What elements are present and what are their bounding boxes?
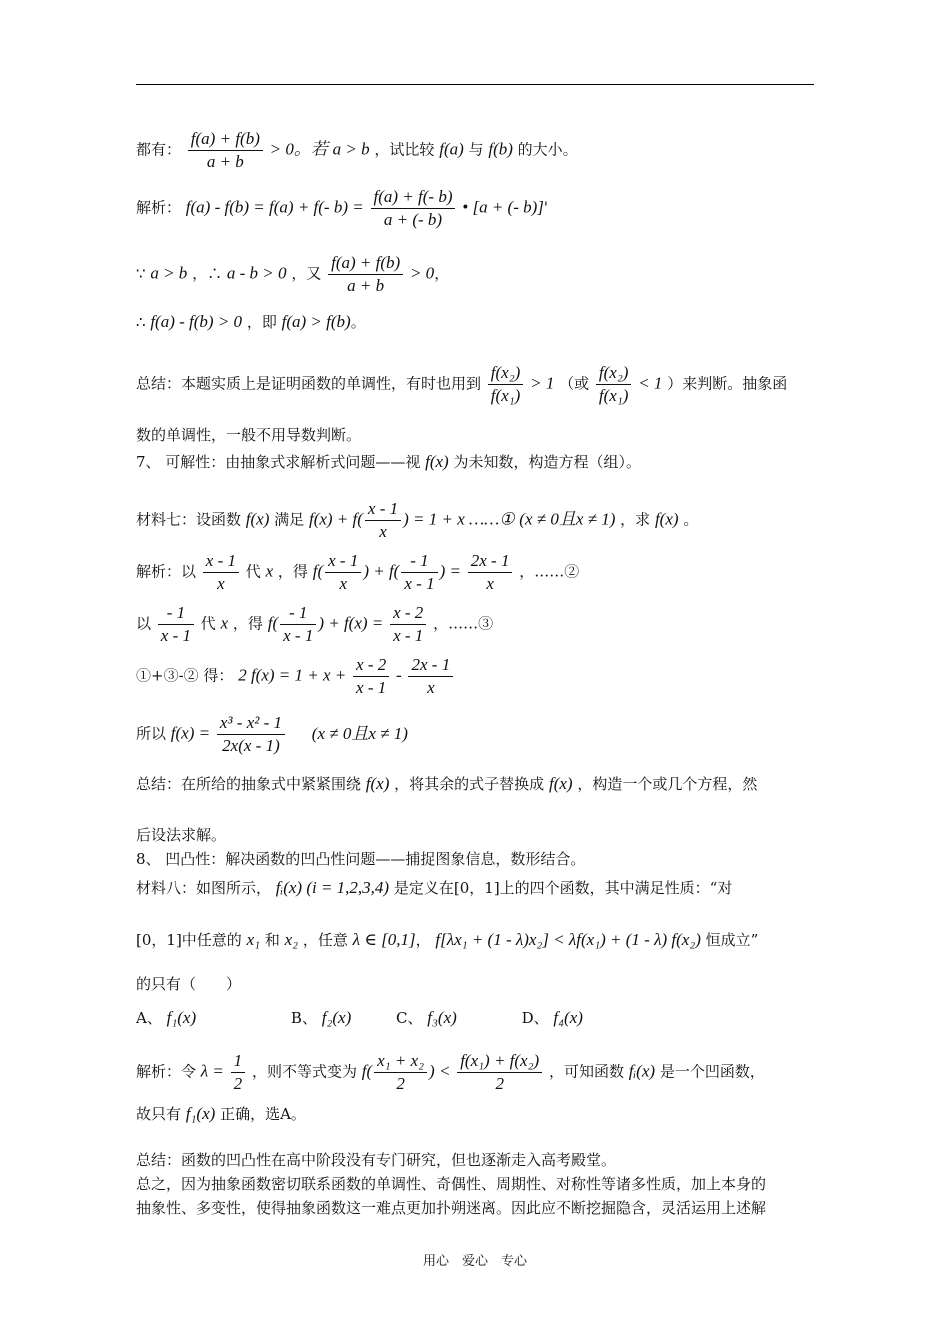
math: • [a + (- b)]	[462, 197, 544, 217]
text: 。	[350, 313, 366, 331]
text: ∴	[136, 313, 146, 331]
text: 都有：	[136, 140, 182, 159]
fraction	[365, 498, 401, 543]
text: ，则不等式变为	[251, 1062, 357, 1081]
math: f(	[267, 613, 279, 633]
line-material-8b	[136, 930, 758, 950]
text: ，构造一个或几个方程，然	[577, 775, 758, 793]
text: 的大小。	[517, 140, 578, 159]
line-heading-8	[136, 849, 585, 869]
fraction	[325, 550, 361, 595]
text: ，将其余的式子替换成	[394, 775, 545, 793]
math: f(	[361, 1061, 373, 1081]
option-letter: C、	[396, 1009, 423, 1027]
math: f₂(x)	[321, 1008, 352, 1027]
math: f[λx₁ + (1 - λ)x₂] < λf(x₁) + (1 - λ) f(x₂)	[435, 930, 701, 949]
option-letter: A、	[136, 1009, 162, 1027]
math: fᵢ(x)	[628, 1061, 656, 1081]
text: ，又	[291, 264, 322, 283]
numerator: 2x - 1	[408, 654, 453, 677]
math: a - b > 0	[226, 263, 287, 283]
text: （或	[559, 374, 590, 393]
text: 解析：	[136, 198, 182, 217]
text: ，任意	[302, 931, 348, 949]
text: 是定义在[0，1]上的四个函数，其中满足性质：“对	[393, 879, 733, 897]
text: ，∴	[192, 264, 223, 283]
math: f(x) =	[170, 723, 211, 743]
option-a[interactable]	[136, 1009, 196, 1027]
text: 为未知数，构造方程（组）。	[453, 453, 641, 471]
text: '	[543, 198, 549, 217]
math: λ =	[200, 1061, 224, 1081]
text: 代	[245, 562, 261, 581]
denominator: x - 1	[404, 574, 435, 593]
math: > 0	[409, 263, 435, 283]
text: ，	[415, 931, 431, 949]
numerator: x - 2	[390, 602, 426, 625]
text: 总之，因为抽象函数密切联系函数的单调性、奇偶性、周期性、对称性等诸多性质，加上本身的	[136, 1175, 767, 1193]
denominator: x	[486, 574, 494, 593]
line-summary-1	[136, 362, 787, 407]
math: f(x)	[654, 509, 679, 529]
math: f₁(x)	[185, 1104, 216, 1123]
fraction	[280, 602, 316, 647]
text: ①+③-② 得：	[136, 666, 234, 685]
math: ) <	[429, 1061, 451, 1081]
line-summary-3	[136, 1150, 616, 1170]
math: < 1	[638, 373, 663, 393]
fraction	[328, 252, 403, 297]
math: f(x) + f(	[308, 509, 363, 529]
option-d[interactable]	[522, 1009, 583, 1027]
fraction	[596, 362, 632, 407]
numerator: f(a) + f(b)	[328, 252, 403, 275]
line-analysis-4	[136, 1050, 765, 1095]
numerator: x - 2	[353, 654, 389, 677]
page-footer: 用心 爱心 专心	[422, 1254, 527, 1269]
line-result	[136, 712, 408, 757]
math: x₁	[246, 930, 261, 949]
numerator: x - 1	[325, 550, 361, 573]
line-summary-2	[136, 774, 757, 794]
text: ，求	[620, 510, 651, 529]
math: x₂	[284, 930, 299, 949]
text: 抽象性、多变性，使得抽象函数这一难点更加扑朔迷离。因此应不断挖掘隐含，灵活运用上述解	[136, 1199, 767, 1217]
fraction	[158, 602, 194, 647]
fraction	[353, 654, 389, 699]
numerator: f(a) + f(- b)	[371, 186, 456, 209]
denominator: x	[217, 574, 225, 593]
numerator: x - 1	[365, 498, 401, 521]
text: 故只有	[136, 1105, 182, 1123]
math: (x ≠ 0且x ≠ 1)	[519, 509, 616, 529]
numerator: 2x - 1	[468, 550, 513, 573]
text: ，……②	[519, 562, 580, 581]
fraction	[468, 550, 513, 595]
denominator: 2	[396, 1074, 405, 1093]
line-conclusion-1	[136, 1174, 766, 1194]
text: ，	[434, 264, 450, 283]
line-analysis-2	[136, 550, 579, 595]
denominator: x	[339, 574, 347, 593]
numerator: f(x₂)	[488, 362, 524, 385]
numerator: f(a) + f(b)	[188, 128, 263, 151]
numerator: - 1	[158, 602, 194, 625]
text: > 0。若	[269, 139, 328, 159]
math: 2 f(x) = 1 + x +	[238, 665, 347, 685]
math: a > b	[150, 263, 188, 283]
line-summary-1b	[136, 425, 361, 445]
text: ∵	[136, 264, 146, 283]
math: > 1	[530, 373, 555, 393]
denominator: x	[379, 522, 387, 541]
text: 总结：在所给的抽象式中紧紧围绕	[136, 775, 362, 793]
denominator: a + (- b)	[383, 210, 443, 229]
text: 解析：以	[136, 562, 197, 581]
denominator: f(x₁)	[490, 386, 521, 405]
math: ) + f(x) =	[318, 613, 384, 633]
text: 代	[200, 614, 216, 633]
text: ，……③	[433, 614, 494, 633]
option-letter: D、	[521, 1009, 549, 1027]
text: 后设法求解。	[136, 826, 227, 844]
line-summary-2b	[136, 825, 226, 845]
denominator: x - 1	[283, 626, 314, 645]
option-c[interactable]	[396, 1009, 457, 1027]
text: 8、 凹凸性：解决函数的凹凸性问题——捕捉图象信息，数形结合。	[136, 850, 586, 868]
denominator: x - 1	[393, 626, 424, 645]
denominator: 2	[495, 1074, 504, 1093]
text: [0，1]中任意的	[136, 931, 242, 949]
math: ) = 1 + x ……①	[403, 509, 515, 529]
math: f(x)	[245, 509, 270, 529]
line-condition	[136, 128, 578, 173]
text: 正确，选A。	[220, 1105, 306, 1123]
fraction	[374, 1050, 427, 1095]
math: f(a) > f(b)	[281, 312, 351, 331]
line-heading-7	[136, 452, 641, 472]
text: ，得	[232, 614, 263, 633]
denominator: 2x(x - 1)	[222, 736, 280, 755]
math: ) =	[439, 561, 461, 581]
text: 的只有（ ）	[136, 975, 242, 993]
text: 以	[136, 614, 152, 633]
line-analysis-3	[136, 602, 493, 647]
numerator: f(x₂)	[596, 362, 632, 385]
math: f₄(x)	[553, 1008, 583, 1027]
text: 所以	[136, 724, 167, 743]
math: f(a)	[439, 139, 464, 159]
numerator: x - 1	[203, 550, 239, 573]
line-therefore	[136, 312, 366, 332]
text: ）来判断。抽象函	[667, 374, 788, 393]
fraction	[457, 1050, 542, 1095]
numerator: - 1	[280, 602, 316, 625]
numerator: 1	[231, 1050, 246, 1073]
numerator: - 1	[401, 550, 437, 573]
fraction	[488, 362, 524, 407]
math: f(x)	[548, 774, 573, 793]
denominator: x	[427, 678, 435, 697]
math: (x ≠ 0且x ≠ 1)	[311, 723, 408, 743]
text: 是一个凹函数，	[659, 1062, 765, 1081]
math: -	[396, 665, 402, 685]
fraction	[217, 712, 285, 757]
line-material-8	[136, 878, 732, 898]
denominator: a + b	[347, 276, 385, 295]
denominator: f(x₁)	[598, 386, 629, 405]
text: ，即	[246, 313, 277, 331]
fraction	[231, 1050, 246, 1095]
math: f(x)	[365, 774, 390, 793]
option-b[interactable]	[291, 1009, 351, 1027]
fraction	[390, 602, 426, 647]
line-material-7	[136, 498, 698, 543]
text: 材料八：如图所示，	[136, 879, 272, 897]
numerator: f(x₁) + f(x₂)	[457, 1050, 542, 1073]
math: x	[265, 561, 274, 581]
math: f(a) - f(b) > 0	[150, 312, 243, 331]
numerator: x³ - x² - 1	[217, 712, 285, 735]
text: 与	[468, 140, 484, 159]
math: x	[220, 613, 229, 633]
text: 和	[264, 931, 280, 949]
math: f₃(x)	[427, 1008, 457, 1027]
text: ，可知函数	[548, 1062, 624, 1081]
math: a > b	[332, 139, 370, 159]
fraction	[408, 654, 453, 699]
text: 材料七：设函数	[136, 510, 242, 529]
fraction	[401, 550, 437, 595]
math: λ ∈ [0,1]	[352, 930, 416, 949]
line-because	[136, 252, 449, 297]
line-answer	[136, 1104, 306, 1124]
text: ，试比较	[374, 140, 435, 159]
text: 数的单调性，一般不用导数判断。	[136, 426, 362, 444]
denominator: a + b	[206, 152, 244, 171]
math: f(b)	[488, 139, 513, 159]
line-combine	[136, 654, 455, 699]
numerator: x₁ + x₂	[374, 1050, 427, 1073]
text: 总结：函数的凹凸性在高中阶段没有专门研究，但也逐渐走入高考殿堂。	[136, 1151, 617, 1169]
math: f(x)	[425, 452, 449, 471]
text: ，得	[277, 562, 308, 581]
denominator: x - 1	[356, 678, 387, 697]
math: f₁(x)	[166, 1008, 197, 1027]
text: 。	[683, 510, 699, 529]
math: fᵢ(x) (i = 1,2,3,4)	[275, 878, 390, 897]
text: 恒成立”	[705, 931, 759, 949]
text: 7、 可解性：由抽象式求解析式问题——视	[136, 453, 421, 471]
math: ) + f(	[363, 561, 400, 581]
math: f(a) - f(b) = f(a) + f(- b) =	[185, 197, 364, 217]
fraction	[203, 550, 239, 595]
fraction	[371, 186, 456, 231]
fraction	[188, 128, 263, 173]
text: 解析：令	[136, 1062, 197, 1081]
denominator: x - 1	[160, 626, 192, 645]
header-rule	[136, 84, 814, 85]
text: 总结：本题实质上是证明函数的单调性，有时也用到	[136, 374, 482, 393]
option-letter: B、	[290, 1009, 317, 1027]
options	[136, 1008, 583, 1028]
math: f(	[312, 561, 324, 581]
text: 满足	[274, 510, 305, 529]
line-conclusion-2	[136, 1198, 766, 1218]
line-question	[136, 974, 241, 994]
denominator: 2	[233, 1074, 243, 1093]
line-analysis-1	[136, 186, 548, 231]
